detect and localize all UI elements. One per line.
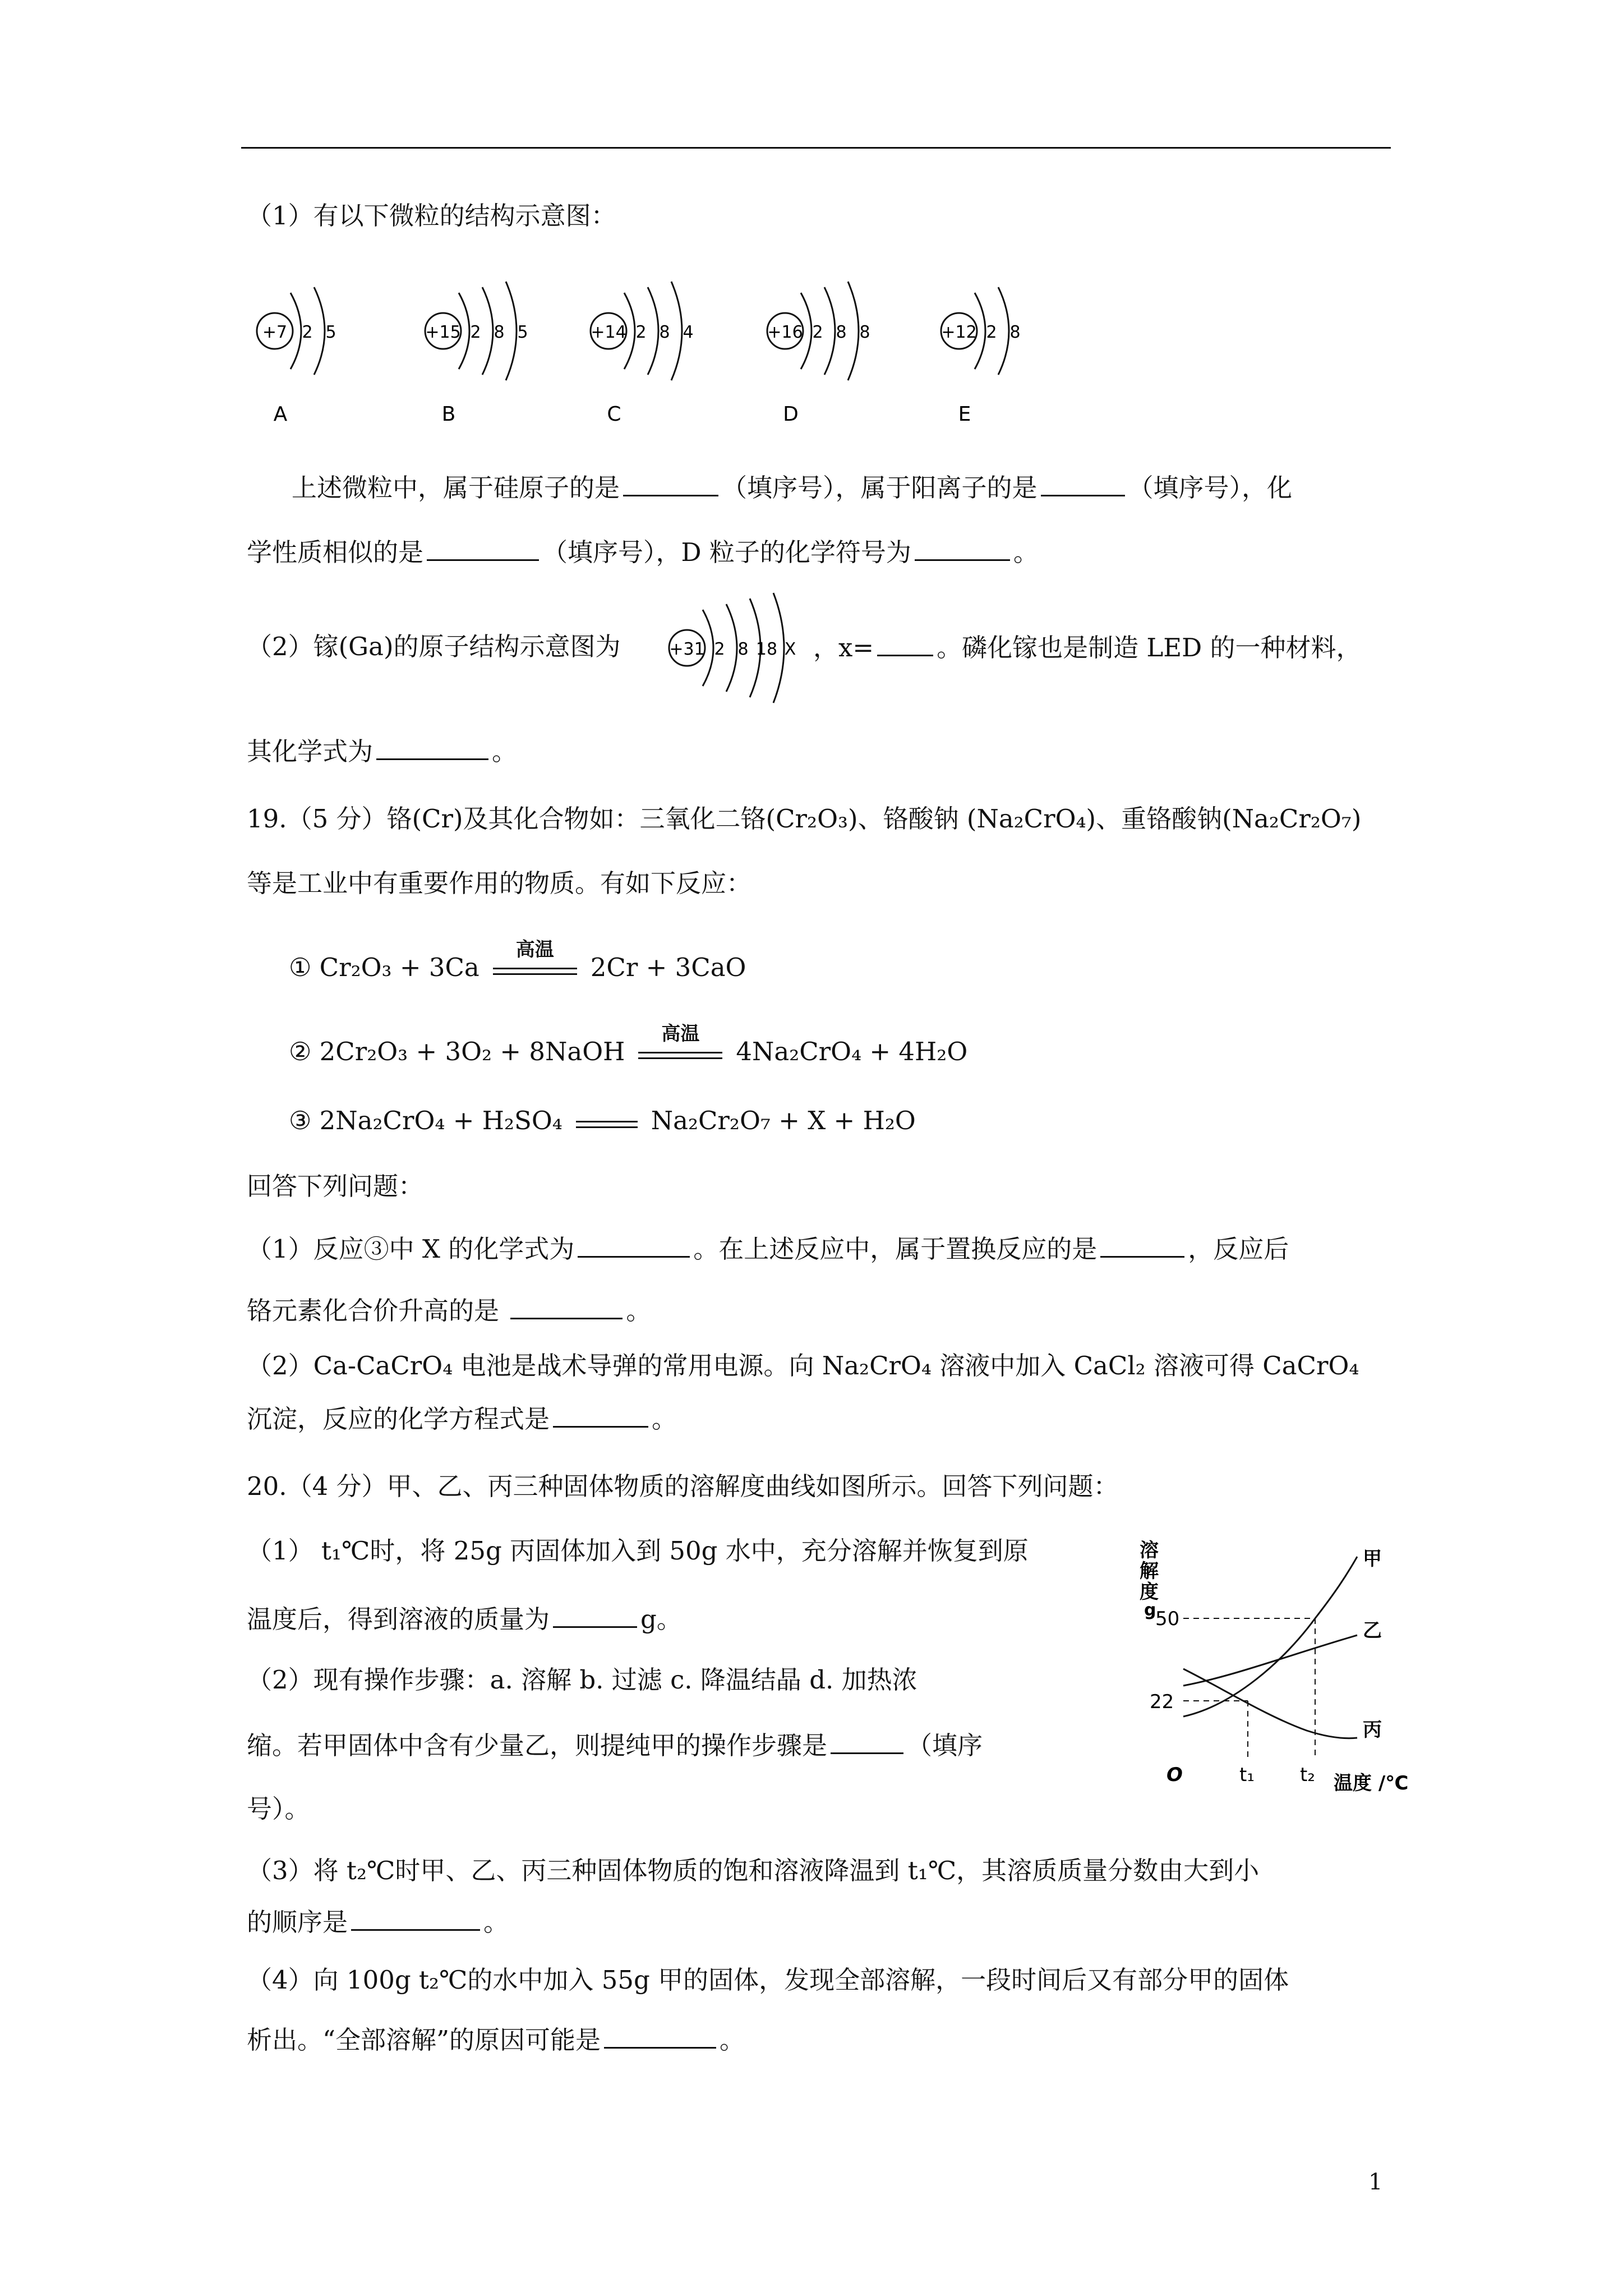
atom-e-label: E: [958, 403, 971, 426]
atom-b-label: B: [441, 403, 456, 426]
atom-c-shell-count: 8: [659, 323, 670, 342]
atom-c-shell-arc: [648, 287, 658, 375]
atom-b-nucleus-charge: +15: [425, 323, 461, 342]
atom-e-shell-arc: [998, 287, 1009, 375]
chart-ylabel-2: 解: [1140, 1560, 1159, 1582]
atom-d-label: D: [783, 403, 799, 426]
atom-ga-nucleus-charge: +31: [669, 639, 705, 659]
header-rule: [241, 147, 1391, 149]
atom-ga-shell-arc: [726, 604, 737, 692]
series-label-yi: 乙: [1363, 1619, 1382, 1642]
q20-sub2-line2: 缩。若甲固体中含有少量乙，则提纯甲的操作步骤是 （填序: [247, 1728, 983, 1763]
atom-d-shell-arc: [848, 282, 859, 380]
q20-sub1-line1: （1） t₁℃时，将 25g 丙固体加入到 50g 水中，充分溶解并恢复到原: [247, 1536, 1029, 1566]
page-number: 1: [1368, 2169, 1383, 2195]
atom-ga-shell-count: 8: [737, 639, 749, 659]
q19-heading-line1: 19.（5 分）铬(Cr)及其化合物如：三氧化二铬(Cr₂O₃)、铬酸钠 (Na₂CrO₄)、重铬酸钠(Na₂Cr₂O₇): [247, 804, 1362, 834]
atom-b-shell-count: 8: [494, 323, 505, 342]
q19-sub2-line2: 沉淀，反应的化学方程式是 。: [247, 1401, 677, 1436]
q20-sub1-line2: 温度后，得到溶液的质量为 g。: [247, 1602, 682, 1636]
atom-d-shell-count: 2: [812, 323, 823, 342]
chart-origin: O: [1166, 1764, 1183, 1786]
gallium-atom-diagram: [665, 575, 816, 721]
atom-a-shell-count: 5: [325, 323, 336, 342]
q18-part2-rest: ，x= 。磷化镓也是制造 LED 的一种材料，: [813, 630, 1362, 665]
chart-ylabel-unit: g: [1144, 1600, 1156, 1620]
atom-b-shell-count: 5: [517, 323, 528, 342]
atom-a-nucleus-charge: +7: [262, 323, 288, 342]
atom-e-shell-count: 2: [986, 323, 997, 342]
q20-sub3-line1: （3）将 t₂℃时甲、乙、丙三种固体物质的饱和溶液降温到 t₁℃，其溶质质量分数由大到小: [247, 1856, 1260, 1885]
chart-ylabel-1: 溶: [1140, 1539, 1159, 1562]
atom-a-label: A: [273, 403, 288, 426]
atom-ga-shell-count: 18: [755, 639, 778, 659]
atom-d-shell-arc: [824, 287, 835, 375]
series-label-jia: 甲: [1363, 1548, 1382, 1570]
q19-sub1-line2: 铬元素化合价升高的是 。: [247, 1293, 651, 1328]
chart-xlabel: 温度 /℃: [1334, 1772, 1409, 1795]
atom-a-shell-arc: [314, 287, 325, 375]
q20-sub2-line3: 号）。: [247, 1794, 310, 1824]
atom-d-shell-count: 8: [836, 323, 847, 342]
chart-ytick-22: 22: [1150, 1691, 1174, 1713]
equation-3: ③ 2Na₂CrO₄ + H₂SO₄ Na₂Cr₂O₇ + X + H₂O: [289, 1106, 916, 1135]
q20-sub4-line1: （4）向 100g t₂℃的水中加入 55g 甲的固体，发现全部溶解，一段时间后又有部分甲的固体: [247, 1965, 1289, 1995]
atom-b-shell-arc: [482, 287, 493, 375]
atom-d-nucleus-charge: +16: [767, 323, 803, 342]
atom-c-shell-arc: [671, 282, 682, 380]
q20-sub2-line1: （2）现有操作步骤：a. 溶解 b. 过滤 c. 降温结晶 d. 加热浓: [247, 1665, 917, 1695]
q18-part2: （2）镓(Ga)的原子结构示意图为: [247, 632, 621, 661]
q18-line1: 上述微粒中，属于硅原子的是 （填序号），属于阳离子的是 （填序号），化: [292, 470, 1292, 505]
q19-sub1-line1: （1）反应③中 X 的化学式为 。在上述反应中，属于置换反应的是 ，反应后: [247, 1231, 1289, 1266]
atom-a-shell-count: 2: [302, 323, 313, 342]
atom-c-nucleus-charge: +14: [591, 323, 626, 342]
atom-e-nucleus-charge: +12: [941, 323, 977, 342]
equation-1: ① Cr₂O₃ + 3Ca 高温 2Cr + 3CaO: [289, 938, 746, 982]
atom-b-shell-count: 2: [470, 323, 481, 342]
atom-c-shell-count: 4: [683, 323, 694, 342]
curve-jia: [1183, 1557, 1357, 1717]
q18-part1-intro: （1）有以下微粒的结构示意图：: [247, 201, 616, 231]
q19-ask: 回答下列问题：: [247, 1171, 424, 1201]
chart-xtick-t1: t₁: [1239, 1764, 1255, 1786]
series-label-bing: 丙: [1363, 1719, 1382, 1741]
atom-e-shell-count: 8: [1009, 323, 1021, 342]
atom-b-shell-arc: [506, 282, 517, 380]
atom-d-shell-count: 8: [859, 323, 870, 342]
atom-c-shell-count: 2: [635, 323, 647, 342]
curve-yi: [1183, 1635, 1357, 1686]
q19-sub2-line1: （2）Ca-CaCrO₄ 电池是战术导弹的常用电源。向 Na₂CrO₄ 溶液中加入 CaCl₂ 溶液可得 CaCrO₄: [247, 1351, 1359, 1381]
chart-ylabel-3: 度: [1140, 1581, 1159, 1603]
q19-heading-line2: 等是工业中有重要作用的物质。有如下反应：: [247, 868, 752, 898]
atom-diagrams: [247, 247, 1088, 438]
q20-sub3-line2: 的顺序是 。: [247, 1904, 509, 1939]
atom-c-label: C: [607, 403, 621, 426]
chart-xtick-t2: t₂: [1300, 1764, 1315, 1786]
equation-2: ② 2Cr₂O₃ + 3O₂ + 8NaOH 高温 4Na₂CrO₄ + 4H₂O: [289, 1022, 968, 1066]
atom-ga-shell-count: X: [784, 639, 796, 659]
q18-part2-line2: 其化学式为 。: [247, 734, 517, 769]
solubility-curve-chart: [1122, 1526, 1430, 1795]
atom-ga-shell-count: 2: [714, 639, 725, 659]
q20-heading: 20.（4 分）甲、乙、丙三种固体物质的溶解度曲线如图所示。回答下列问题：: [247, 1471, 1119, 1501]
q20-sub4-line2: 析出。“全部溶解”的原因可能是 。: [247, 2022, 745, 2057]
chart-ytick-50: 50: [1155, 1608, 1180, 1630]
q18-line2: 学性质相似的是 （填序号），D 粒子的化学符号为 。: [247, 535, 1039, 569]
